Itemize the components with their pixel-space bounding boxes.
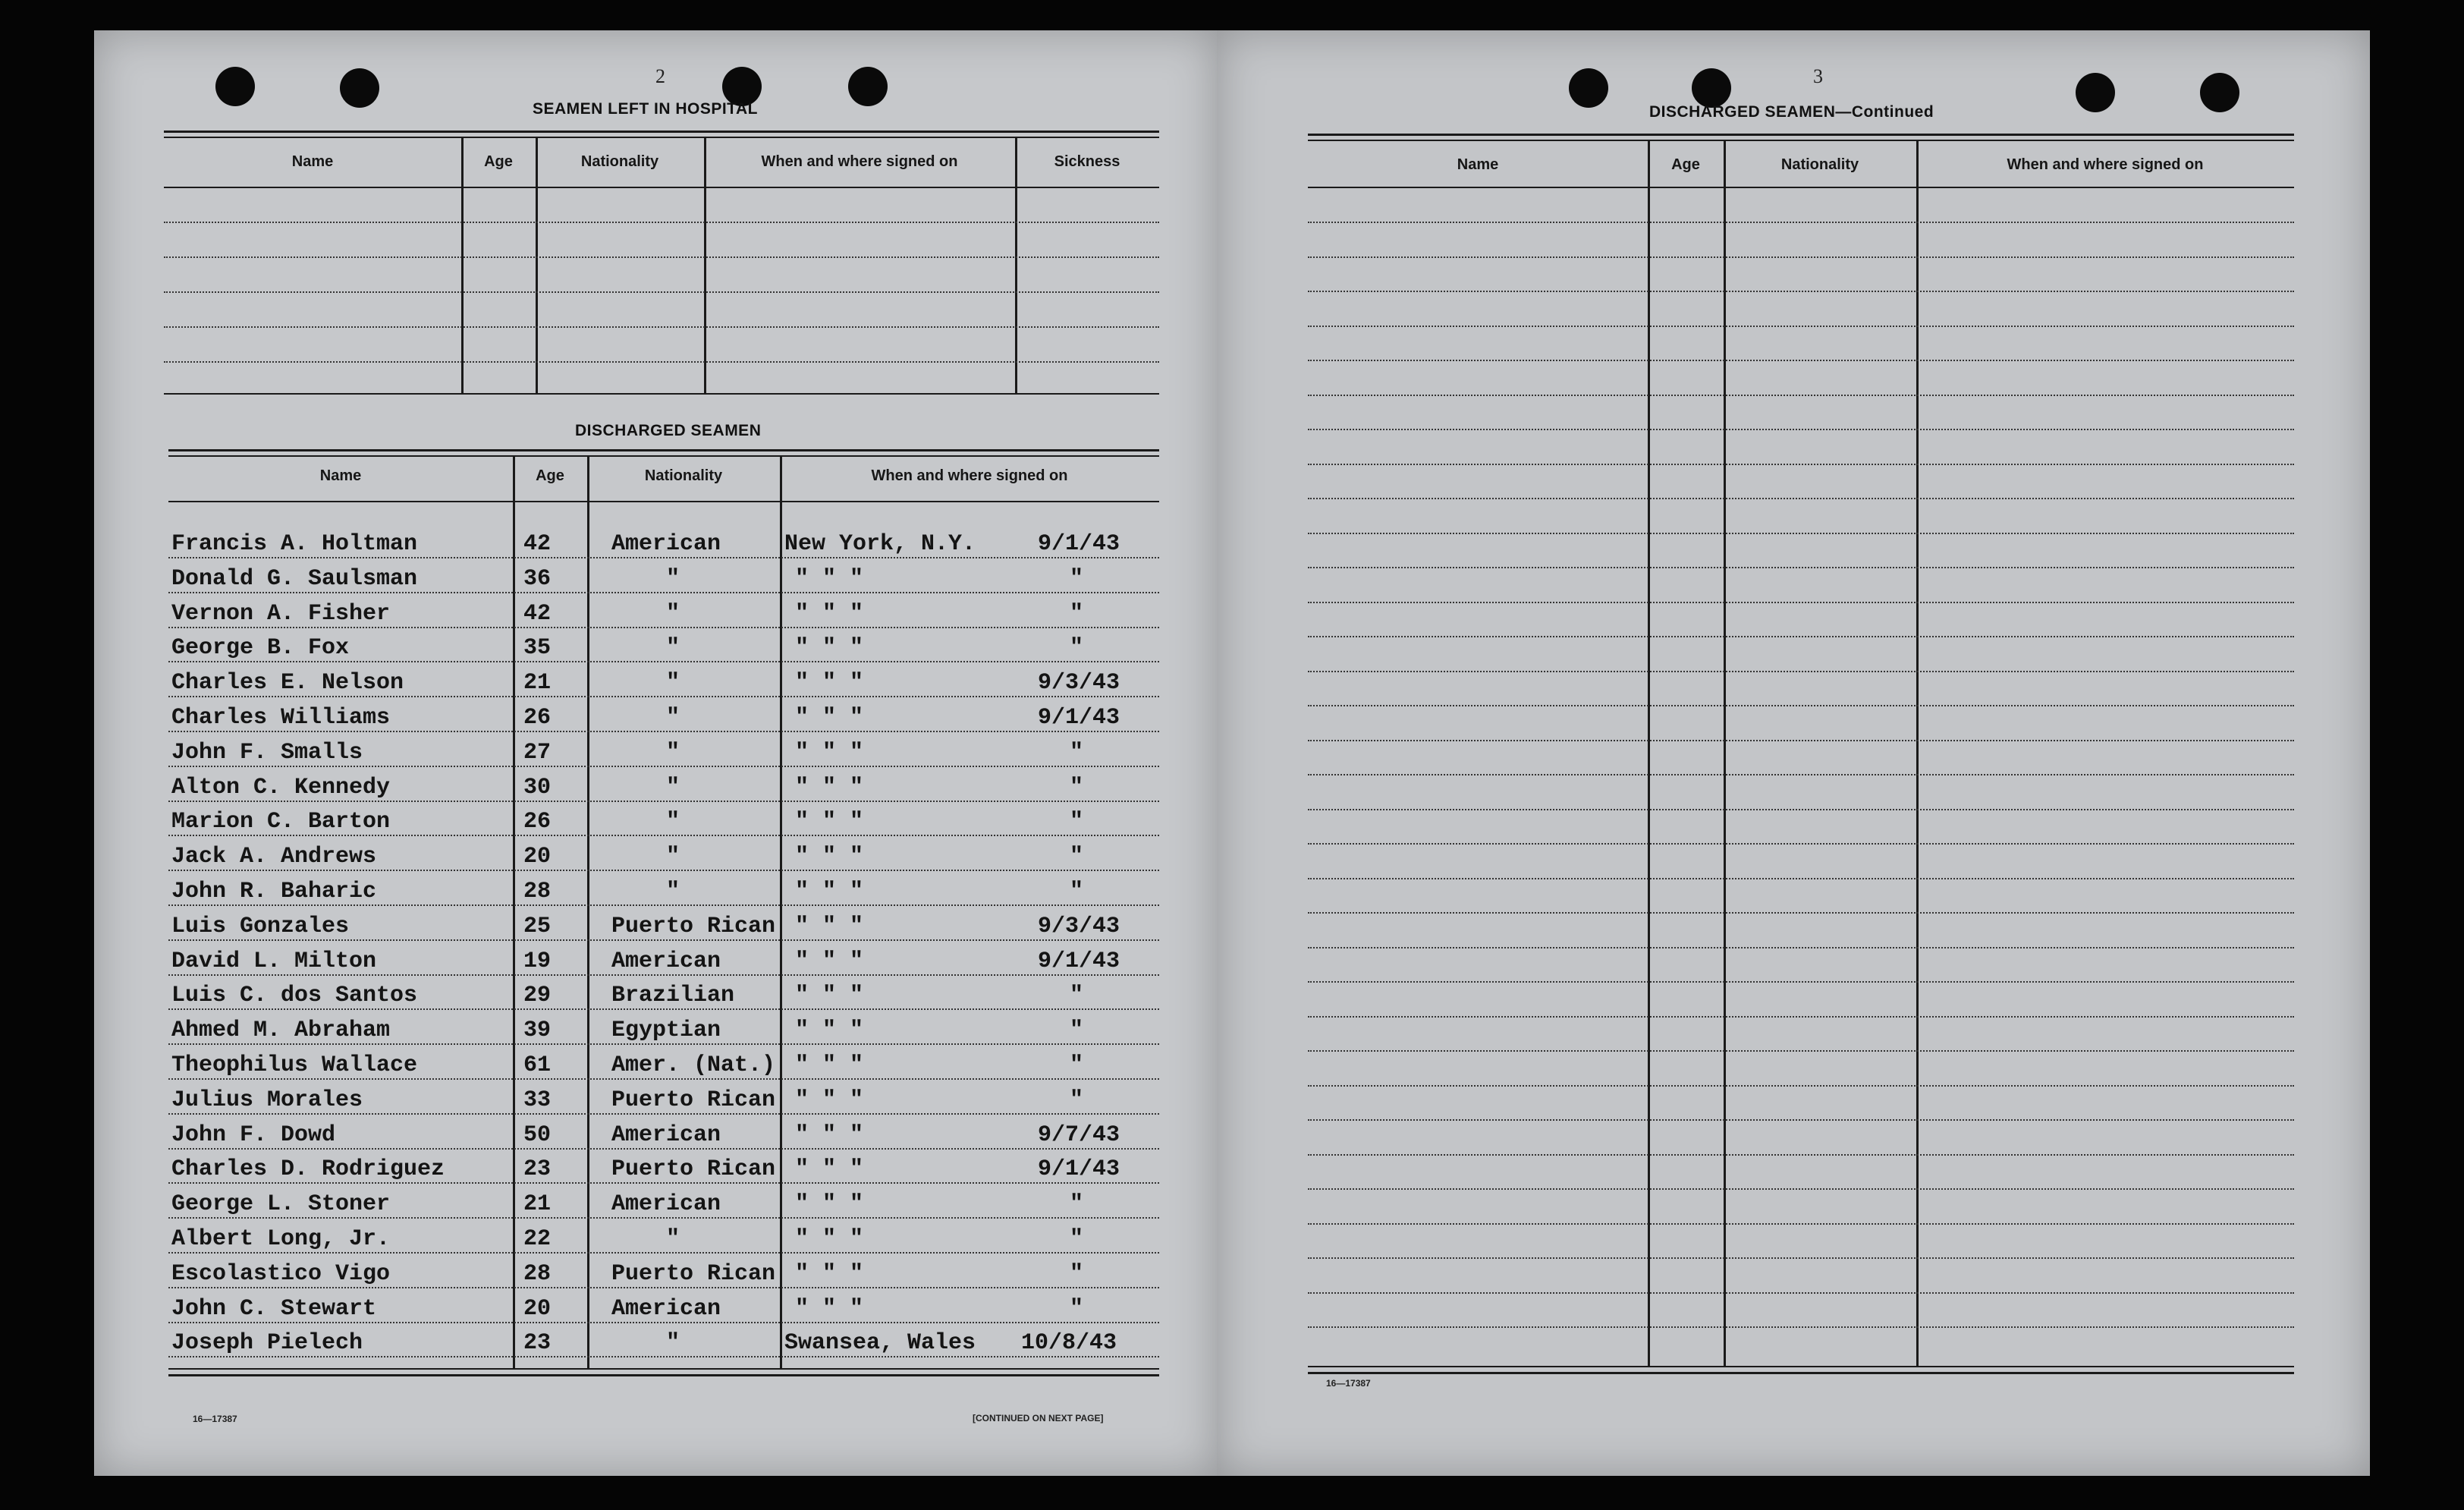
column-header-nationality: Nationality <box>580 153 659 170</box>
seaman-name: Charles D. Rodriguez <box>171 1156 445 1183</box>
column-header-sickness: Sickness <box>1054 153 1120 170</box>
table-rule <box>168 1368 1159 1370</box>
column-header-nationality: Nationality <box>644 467 723 484</box>
signed-on-date: " <box>1070 1226 1084 1252</box>
signed-on-date: " <box>1070 1052 1084 1078</box>
signed-on-place: " " " <box>795 739 864 766</box>
row-line <box>1308 636 2294 637</box>
table-rule <box>164 187 1159 188</box>
column-divider <box>1015 137 1017 393</box>
seaman-age: 39 <box>523 1018 552 1044</box>
punch-hole <box>2200 73 2239 112</box>
row-line <box>168 1322 1159 1323</box>
column-header-when-and-where-signed-on: When and where signed on <box>761 153 958 170</box>
seaman-age: 26 <box>523 809 552 835</box>
seaman-name: Jack A. Andrews <box>171 844 377 870</box>
column-header-name: Name <box>1457 156 1499 173</box>
signed-on-date: " <box>1070 739 1084 766</box>
page-number: 2 <box>655 65 665 87</box>
discharged-section-title: DISCHARGED SEAMEN <box>575 422 762 439</box>
seaman-age: 36 <box>523 565 552 592</box>
seaman-age: 21 <box>523 670 552 697</box>
row-line <box>168 592 1159 593</box>
table-rule <box>1308 187 2294 188</box>
seaman-name: John C. Stewart <box>171 1295 377 1322</box>
signed-on-place: " " " <box>795 948 864 974</box>
signed-on-place: " " " <box>795 1052 864 1078</box>
signed-on-place: " " " <box>795 913 864 939</box>
punch-hole <box>215 67 255 106</box>
seaman-name: Donald G. Saulsman <box>171 565 418 592</box>
left-page <box>94 30 1217 1476</box>
seaman-nationality: " <box>666 670 680 697</box>
signed-on-date: " <box>1070 1191 1084 1218</box>
signed-on-date: " <box>1070 879 1084 904</box>
seaman-nationality: American <box>611 948 721 974</box>
column-header-name: Name <box>291 153 334 170</box>
column-divider <box>704 137 706 393</box>
column-header-nationality: Nationality <box>1780 156 1859 173</box>
row-line <box>1308 878 2294 879</box>
row-line <box>1308 533 2294 534</box>
row-line <box>168 731 1159 732</box>
column-divider <box>1648 140 1650 1366</box>
row-line <box>1308 740 2294 741</box>
row-line <box>168 939 1159 941</box>
row-line <box>1308 1050 2294 1052</box>
row-line <box>1308 360 2294 361</box>
row-line <box>1308 291 2294 292</box>
row-line <box>1308 429 2294 430</box>
row-line <box>1308 1016 2294 1018</box>
hospital-section-title: SEAMEN LEFT IN HOSPITAL <box>533 100 758 118</box>
signed-on-place: " " " <box>795 879 864 904</box>
signed-on-date: " <box>1070 1087 1084 1113</box>
seaman-age: 33 <box>523 1087 552 1113</box>
row-line <box>1308 1223 2294 1225</box>
signed-on-date: " <box>1070 983 1084 1009</box>
seaman-age: 30 <box>523 774 552 801</box>
seaman-age: 23 <box>523 1156 552 1183</box>
signed-on-date: 9/1/43 <box>1038 1156 1120 1183</box>
seaman-nationality: Amer. (Nat.) <box>611 1052 776 1078</box>
seaman-nationality: " <box>666 879 680 904</box>
signed-on-place: " " " <box>795 1226 864 1252</box>
seaman-age: 22 <box>523 1226 552 1252</box>
signed-on-date: 9/7/43 <box>1038 1121 1120 1148</box>
table-rule <box>164 137 1159 138</box>
seaman-age: 29 <box>523 983 552 1009</box>
seaman-nationality: Brazilian <box>611 983 735 1009</box>
signed-on-place: " " " <box>795 844 864 870</box>
seaman-name: Luis C. dos Santos <box>171 983 418 1009</box>
row-line <box>1308 705 2294 706</box>
signed-on-place: " " " <box>795 565 864 592</box>
continued-note: [CONTINUED ON NEXT PAGE] <box>973 1413 1104 1423</box>
seaman-name: John F. Dowd <box>171 1121 336 1148</box>
row-line <box>164 291 1159 293</box>
row-line <box>168 1217 1159 1219</box>
row-line <box>1308 1257 2294 1259</box>
row-line <box>1308 1188 2294 1190</box>
row-line <box>1308 774 2294 775</box>
row-line <box>1308 671 2294 672</box>
row-line <box>168 1043 1159 1045</box>
signed-on-date: 9/1/43 <box>1038 705 1120 731</box>
signed-on-date: " <box>1070 809 1084 835</box>
continued-section-title: DISCHARGED SEAMEN—Continued <box>1649 103 1934 121</box>
table-rule <box>164 131 1159 133</box>
seaman-name: Charles E. Nelson <box>171 670 404 697</box>
seaman-name: Charles Williams <box>171 705 391 731</box>
seaman-age: 27 <box>523 739 552 766</box>
row-line <box>1308 1154 2294 1156</box>
signed-on-date: " <box>1070 774 1084 801</box>
signed-on-place: " " " <box>795 1087 864 1113</box>
signed-on-date: 10/8/43 <box>1021 1330 1117 1357</box>
row-line <box>168 974 1159 976</box>
seaman-nationality: " <box>666 1330 680 1357</box>
seaman-age: 50 <box>523 1121 552 1148</box>
seaman-nationality: American <box>611 1191 721 1218</box>
seaman-name: Marion C. Barton <box>171 809 391 835</box>
signed-on-date: 9/1/43 <box>1038 948 1120 974</box>
signed-on-date: " <box>1070 844 1084 870</box>
row-line <box>1308 1085 2294 1087</box>
seaman-name: Theophilus Wallace <box>171 1052 418 1078</box>
seaman-nationality: " <box>666 600 680 627</box>
seaman-age: 21 <box>523 1191 552 1218</box>
row-line <box>1308 256 2294 258</box>
signed-on-place: " " " <box>795 1295 864 1322</box>
row-line <box>1308 809 2294 810</box>
row-line <box>168 627 1159 628</box>
row-line <box>168 1252 1159 1254</box>
row-line <box>168 1148 1159 1150</box>
row-line <box>1308 843 2294 845</box>
seaman-nationality: American <box>611 1295 721 1322</box>
signed-on-place: " " " <box>795 809 864 835</box>
row-line <box>168 1182 1159 1184</box>
row-line <box>1308 1119 2294 1121</box>
row-line <box>1308 947 2294 948</box>
row-line <box>1308 222 2294 223</box>
column-header-name: Name <box>319 467 362 484</box>
row-line <box>168 557 1159 558</box>
row-line <box>168 1356 1159 1357</box>
row-line <box>1308 395 2294 396</box>
seaman-name: Julius Morales <box>171 1087 363 1113</box>
signed-on-place: " " " <box>795 600 864 627</box>
column-divider <box>1724 140 1726 1366</box>
row-line <box>1308 326 2294 327</box>
seaman-nationality: Egyptian <box>611 1018 721 1044</box>
seaman-age: 20 <box>523 844 552 870</box>
row-line <box>1308 912 2294 914</box>
row-line <box>164 256 1159 258</box>
seaman-nationality: " <box>666 844 680 870</box>
signed-on-date: 9/3/43 <box>1038 670 1120 697</box>
signed-on-place: " " " <box>795 1156 864 1183</box>
table-rule <box>1308 140 2294 141</box>
seaman-name: Escolastico Vigo <box>171 1260 391 1287</box>
row-line <box>164 361 1159 363</box>
table-rule <box>164 393 1159 395</box>
seaman-age: 42 <box>523 531 552 557</box>
signed-on-date: 9/1/43 <box>1038 531 1120 557</box>
signed-on-place: New York, N.Y. <box>784 531 976 557</box>
table-rule <box>168 455 1159 457</box>
seaman-name: Albert Long, Jr. <box>171 1226 391 1252</box>
seaman-nationality: American <box>611 531 721 557</box>
signed-on-place: Swansea, Wales <box>784 1330 976 1357</box>
seaman-age: 23 <box>523 1330 552 1357</box>
row-line <box>1308 1292 2294 1294</box>
row-line <box>164 326 1159 328</box>
column-header-age: Age <box>484 153 513 170</box>
seaman-nationality: Puerto Rican <box>611 1087 776 1113</box>
form-number: 16—17387 <box>193 1414 237 1424</box>
row-line <box>168 1008 1159 1010</box>
row-line <box>1308 498 2294 499</box>
table-rule <box>1308 1372 2294 1374</box>
punch-hole <box>1569 68 1608 108</box>
punch-hole <box>2076 73 2115 112</box>
row-line <box>168 801 1159 802</box>
seaman-name: George B. Fox <box>171 635 350 662</box>
punch-hole <box>340 68 379 108</box>
seaman-age: 35 <box>523 635 552 662</box>
seaman-name: Joseph Pielech <box>171 1330 363 1357</box>
row-line <box>1308 1326 2294 1328</box>
seaman-name: David L. Milton <box>171 948 377 974</box>
row-line <box>1308 602 2294 603</box>
signed-on-place: " " " <box>795 774 864 801</box>
seaman-name: John R. Baharic <box>171 879 377 904</box>
seaman-age: 25 <box>523 913 552 939</box>
signed-on-place: " " " <box>795 1191 864 1218</box>
seaman-nationality: " <box>666 1226 680 1252</box>
column-header-age: Age <box>1671 156 1700 173</box>
row-line <box>168 870 1159 871</box>
signed-on-place: " " " <box>795 1260 864 1287</box>
seaman-nationality: Puerto Rican <box>611 1156 776 1183</box>
seaman-age: 26 <box>523 705 552 731</box>
column-header-when-and-where-signed-on: When and where signed on <box>2007 156 2204 173</box>
signed-on-date: " <box>1070 1018 1084 1044</box>
column-divider <box>461 137 464 393</box>
signed-on-place: " " " <box>795 1121 864 1148</box>
seaman-nationality: " <box>666 774 680 801</box>
seaman-name: George L. Stoner <box>171 1191 391 1218</box>
seaman-nationality: Puerto Rican <box>611 1260 776 1287</box>
signed-on-place: " " " <box>795 635 864 662</box>
punch-hole <box>1692 68 1731 108</box>
punch-hole <box>848 67 888 106</box>
seaman-name: Alton C. Kennedy <box>171 774 391 801</box>
seaman-nationality: Puerto Rican <box>611 913 776 939</box>
seaman-name: Francis A. Holtman <box>171 531 418 557</box>
seaman-age: 28 <box>523 879 552 904</box>
row-line <box>168 766 1159 767</box>
right-page <box>1217 30 2370 1476</box>
seaman-nationality: " <box>666 809 680 835</box>
signed-on-date: " <box>1070 600 1084 627</box>
table-rule <box>1308 134 2294 136</box>
table-rule <box>1308 1366 2294 1367</box>
signed-on-date: " <box>1070 635 1084 662</box>
column-header-age: Age <box>536 467 564 484</box>
signed-on-place: " " " <box>795 670 864 697</box>
row-line <box>168 1113 1159 1115</box>
signed-on-place: " " " <box>795 983 864 1009</box>
signed-on-place: " " " <box>795 1018 864 1044</box>
seaman-nationality: " <box>666 565 680 592</box>
row-line <box>168 1078 1159 1080</box>
signed-on-date: " <box>1070 1295 1084 1322</box>
page-number: 3 <box>1813 65 1823 87</box>
seaman-name: Vernon A. Fisher <box>171 600 391 627</box>
row-line <box>168 696 1159 697</box>
row-line <box>168 835 1159 836</box>
row-line <box>1308 981 2294 983</box>
column-header-when-and-where-signed-on: When and where signed on <box>871 467 1068 484</box>
column-divider <box>1916 140 1919 1366</box>
seaman-nationality: " <box>666 635 680 662</box>
seaman-age: 20 <box>523 1295 552 1322</box>
signed-on-date: " <box>1070 1260 1084 1287</box>
row-line <box>168 904 1159 906</box>
seaman-nationality: " <box>666 739 680 766</box>
seaman-nationality: American <box>611 1121 721 1148</box>
row-line <box>168 661 1159 662</box>
signed-on-place: " " " <box>795 705 864 731</box>
seaman-name: John F. Smalls <box>171 739 363 766</box>
seaman-nationality: " <box>666 705 680 731</box>
seaman-age: 28 <box>523 1260 552 1287</box>
row-line <box>1308 567 2294 568</box>
seaman-age: 42 <box>523 600 552 627</box>
signed-on-date: 9/3/43 <box>1038 913 1120 939</box>
row-line <box>164 222 1159 223</box>
signed-on-date: " <box>1070 565 1084 592</box>
table-rule <box>168 449 1159 451</box>
seaman-age: 19 <box>523 948 552 974</box>
table-rule <box>168 501 1159 502</box>
seaman-name: Ahmed M. Abraham <box>171 1018 391 1044</box>
row-line <box>1308 464 2294 465</box>
table-rule <box>168 1374 1159 1376</box>
seaman-age: 61 <box>523 1052 552 1078</box>
seaman-name: Luis Gonzales <box>171 913 350 939</box>
row-line <box>168 1287 1159 1288</box>
column-divider <box>536 137 538 393</box>
form-number: 16—17387 <box>1326 1378 1371 1389</box>
